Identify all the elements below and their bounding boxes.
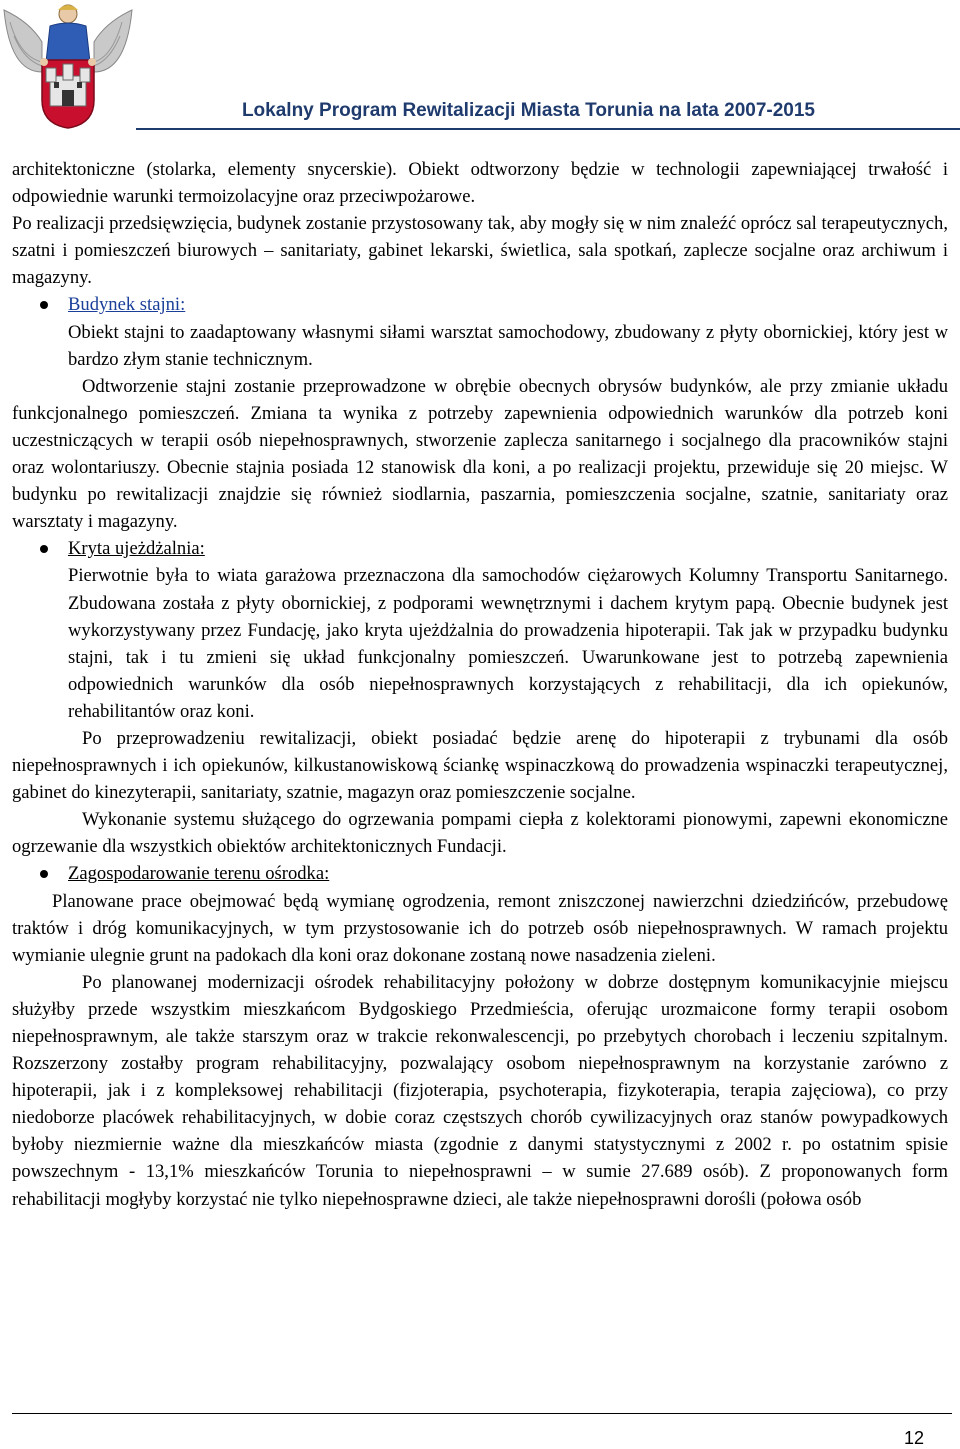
bullet-stable-building [12,291,948,372]
bullet-covered-arena [12,535,948,725]
page-header [0,0,960,140]
paragraph: architektoniczne (stolarka, elementy snycerskie). Obiekt odtworzony będzie w technologii zapewniającej trwałość i odpowiednie warunki termoizolacyjne oraz przeciwpożarowe. [12,159,948,208]
footer-divider [12,1413,952,1414]
paragraph: Wykonanie systemu służącego do ogrzewania pompami ciepła z kolektorami pionowymi, zapewni ekonomiczne ogrzewanie dla wszystkich obiektów architektonicznych Fundacji. [12,809,948,858]
bullet-text: Pierwotnie była to wiata garażowa przeznaczona dla samochodów ciężarowych Kolumny Transportu Sanitarnego. Zbudowana została z płyty obornickiej, z podporami wewnętrznymi i dachem krytym papą. Obecnie budynek jest wykorzystywany przez Fundację, jako kryta ujeżdżalnia do prowadzenia hipoterapii. Tak jak w przypadku budynku stajni, tak i tu zmieni się układ funkcjonalny pomieszczeń. Uwarunkowane jest to potrzebą zapewnienia odpowiednich warunków dla osób niepełnosprawnych korzystających z rehabilitacji, dla ich opiekunów, rehabilitantów oraz koni. [68,565,948,722]
bullet-icon [40,870,48,878]
bullet-site-development [12,860,948,887]
bullet-icon [40,301,48,309]
bullet-icon [40,545,48,553]
paragraph: Odtworzenie stajni zostanie przeprowadzone w obrębie obecnych obrysów budynków, ale przy zmianie układu funkcjonalnego pomieszczeń. Zmiana ta wynika z potrzeby zapewnienia odpowiednich warunków dla potrzeb koni uczestniczących w terapii osób niepełnosprawnych, stworzenie zaplecza sanitarnego i socjalnego dla pracowników stajni oraz wolontariuszy. Obecnie stajnia posiada 12 stanowisk dla koni, a po realizacji projektu, przewiduje się 20 miejsc. W budynku po rewitalizacji znajdzie się również siodlarnia, paszarnia, pomieszczenia socjalne, szatnie, sanitariaty oraz warsztaty i magazyny. [12,375,948,533]
paragraph: Po przeprowadzeniu rewitalizacji, obiekt posiadać będzie arenę do hipoterapii z trybunami dla osób niepełnosprawnych i ich opiekunów, kilkustanowiskową ściankę wspinaczkową do prowadzenia wspinaczki terapeutycznej, gabinet do kinezyterapii, sanitariaty, szatnie, magazyn oraz pomieszczenie socjalne. [12,727,948,804]
bullet-heading: Budynek stajni: [68,294,186,316]
paragraph: Po realizacji przedsięwzięcia, budynek zostanie przystosowany tak, aby mogły się w nim znaleźć oprócz sal terapeutycznych, szatni i pomieszczeń biurowych – sanitariaty, gabinet lekarski, świetlica, sala spotkań, zaplecze socjalne oraz archiwum i magazyny. [12,213,948,289]
paragraph: Planowane prace obejmować będą wymianę ogrodzenia, remont zniszczonej nawierzchni dziedzińców, przebudowę traktów i dróg komunikacyjnych, w tym przystosowanie ich do potrzeb osób niepełnosprawnych. W ramach projektu wymianie ulegnie grunt na padokach dla koni oraz dokonane zostaną nowe nasadzenia zieleni. [12,890,948,966]
bullet-text: Obiekt stajni to zaadaptowany własnymi siłami warsztat samochodowy, zbudowany z płyty obornickiej, który jest w bardzo złym stanie technicznym. [68,321,948,370]
page-number: 12 [903,1428,924,1448]
header-divider [136,128,960,130]
document-body [12,156,948,1213]
bullet-heading: Kryta ujeżdżalnia: [68,538,205,560]
bullet-heading: Zagospodarowanie terenu ośrodka: [68,863,330,885]
paragraph: Po planowanej modernizacji ośrodek rehabilitacyjny położony w dobrze dostępnym komunikacyjnie miejscu służyłby przede wszystkim mieszkańcom Bydgoskiego Przedmieścia, oferując urozmaicone formy terapii osobom niepełnosprawnym, ale także starszym oraz w trakcie rekonwalescencji, po przebytych chorobach i leczeniu szpitalnym. Rozszerzony zostałby program rehabilitacyjny, pozwalający osobom niepełnosprawnym na korzystanie zarówno z hipoterapii, jak i z kompleksowej rehabilitacji (fizjoterapia, psychoterapia, fizykoterapia, terapia zajęciowa), co przy niedoborze placówek rehabilitacyjnych, w dobie coraz częstszych chorób cywilizacyjnych oraz stanów powypadkowych byłoby niezmiernie ważne dla mieszkańców miasta (zgodnie z danymi statystycznymi z 2002 r. po ostatnim spisie powszechnym - 13,1% mieszkańców Torunia to niepełnosprawni – w sumie 27.689 osób). Z proponowanych form rehabilitacji mogłyby korzystać nie tylko niepełnosprawne dzieci, ale także niepełnosprawni dorośli (połowa osób [12,971,948,1210]
coat-of-arms-logo [2,2,134,130]
header-title: Lokalny Program Rewitalizacji Miasta Torunia na lata 2007-2015 [241,100,815,121]
